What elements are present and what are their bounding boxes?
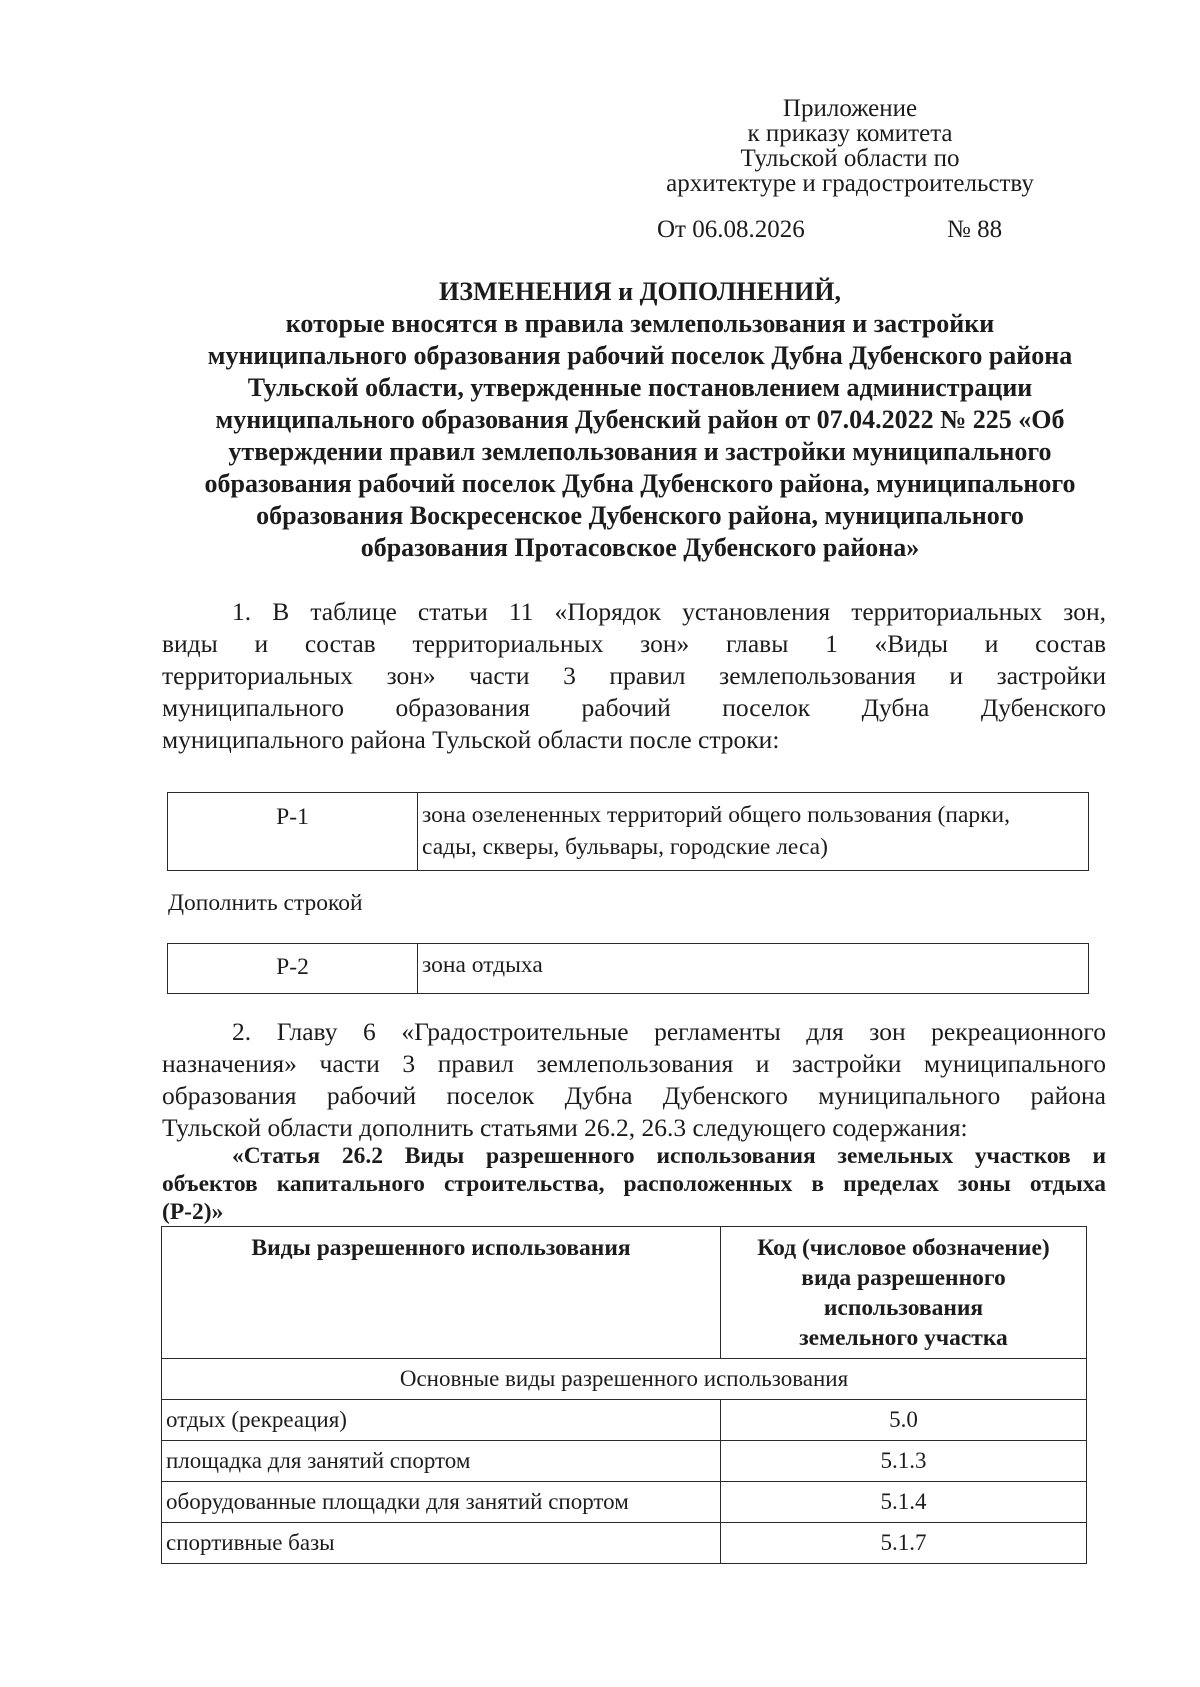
header-code-line: земельного участка: [799, 1325, 1008, 1351]
paragraph-line: образования рабочий поселок Дубна Дубенского муниципального района: [162, 1081, 1106, 1110]
zone-table-existing: [167, 792, 1089, 871]
title-line: образования Протасовское Дубенского района»: [360, 533, 920, 562]
section-row: [162, 1359, 1087, 1400]
paragraph-line: Тульской области дополнить статьями 26.2, 26.3 следующего содержания:: [162, 1113, 968, 1142]
table-row: [162, 1400, 1087, 1441]
use-name: площадка для занятий спортом: [162, 1441, 721, 1482]
zone-description: зона отдыха: [418, 944, 1089, 994]
order-date: От 06.08.2026: [657, 216, 805, 243]
paragraph-line: виды и состав территориальных зон» главы 1 «Виды и состав: [162, 629, 1106, 658]
table-row: [168, 793, 1089, 871]
title-line: утверждении правил землепользования и застройки муниципального: [228, 437, 1052, 466]
zone-description: [418, 793, 1089, 871]
paragraph-line: 1. В таблице статьи 11 «Порядок установления территориальных зон,: [232, 597, 1106, 626]
header-uses: Виды разрешенного использования: [162, 1227, 721, 1359]
use-name: отдых (рекреация): [162, 1400, 721, 1441]
paragraph-line: назначения» части 3 правил землепользования и застройки муниципального: [162, 1049, 1106, 1078]
use-name: оборудованные площадки для занятий спортом: [162, 1482, 721, 1523]
zone-table-added: [167, 943, 1089, 994]
table-row: [162, 1482, 1087, 1523]
add-row-label: Дополнить строкой: [168, 890, 363, 916]
table-header-row: [162, 1227, 1087, 1359]
use-name: спортивные базы: [162, 1523, 721, 1564]
zone-code: Р-2: [168, 944, 418, 994]
header-code: [721, 1227, 1087, 1359]
zone-code: Р-1: [168, 793, 418, 871]
table-row: [162, 1441, 1087, 1482]
title-line: муниципального образования рабочий поселок Дубна Дубенского района: [207, 341, 1073, 370]
title-line: которые вносятся в правила землепользования и застройки: [285, 309, 995, 338]
appendix-line: Приложение: [782, 95, 918, 122]
article-heading: [162, 1142, 1106, 1226]
header-code-line: использования: [823, 1295, 984, 1321]
paragraph-line: муниципального района Тульской области после строки:: [162, 725, 780, 754]
zone-description-line: зона озелененных территорий общего пользования (парки,: [422, 802, 1011, 828]
use-code: 5.1.4: [721, 1482, 1087, 1523]
article-line: «Статья 26.2 Виды разрешенного использования земельных участков и: [232, 1143, 1106, 1169]
appendix-block: [600, 96, 1100, 196]
title-line: Тульской области, утвержденные постановлением администрации: [247, 373, 1033, 402]
paragraph-line: 2. Главу 6 «Градостроительные регламенты для зон рекреационного: [232, 1017, 1106, 1046]
use-code: 5.1.3: [721, 1441, 1087, 1482]
article-line: объектов капитального строительства, расположенных в пределах зоны отдыха: [162, 1171, 1106, 1197]
article-line: (Р-2)»: [162, 1199, 224, 1225]
table-row: [162, 1523, 1087, 1564]
paragraph-1: [162, 596, 1106, 756]
permitted-uses-table: [161, 1226, 1087, 1564]
header-code-line: вида разрешенного: [801, 1265, 1006, 1291]
appendix-line: архитектуре и градостроительству: [666, 170, 1034, 197]
paragraph-2: [162, 1016, 1106, 1144]
order-number: № 88: [947, 216, 1003, 243]
title-line: образования Воскресенское Дубенского района, муниципального: [256, 501, 1024, 530]
header-code-line: Код (числовое обозначение): [757, 1235, 1050, 1261]
section-title: Основные виды разрешенного использования: [162, 1359, 1087, 1400]
table-row: [168, 944, 1089, 994]
document-title: [160, 276, 1120, 564]
title-line: муниципального образования Дубенский район от 07.04.2022 № 225 «Об: [215, 405, 1065, 434]
title-line: ИЗМЕНЕНИЯ и ДОПОЛНЕНИЙ,: [439, 277, 841, 306]
paragraph-line: муниципального образования рабочий поселок Дубна Дубенского: [162, 693, 1106, 722]
title-line: образования рабочий поселок Дубна Дубенского района, муниципального: [204, 469, 1076, 498]
use-code: 5.1.7: [721, 1523, 1087, 1564]
appendix-line: Тульской области по: [740, 145, 960, 172]
paragraph-line: территориальных зон» части 3 правил землепользования и застройки: [162, 661, 1106, 690]
appendix-line: к приказу комитета: [747, 120, 953, 147]
zone-description-line: сады, скверы, бульвары, городские леса): [422, 834, 828, 860]
use-code: 5.0: [721, 1400, 1087, 1441]
